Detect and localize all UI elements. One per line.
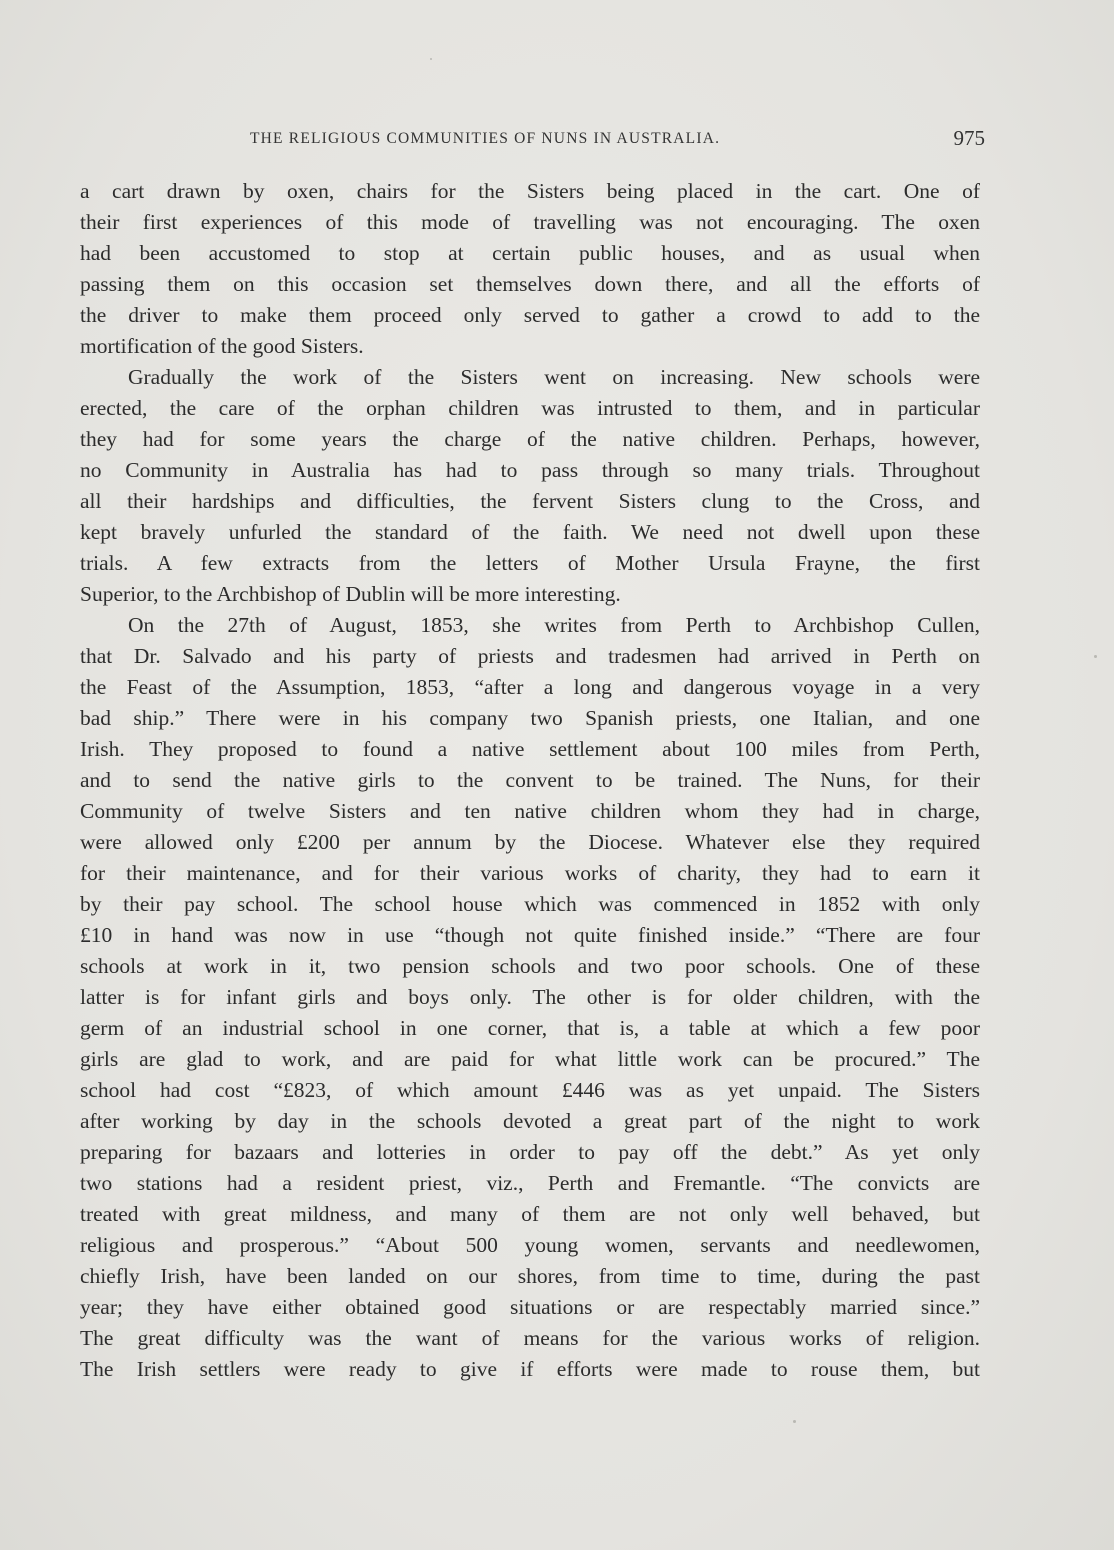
text-line: Community of twelve Sisters and ten native children whom they had in charge, (80, 799, 980, 823)
paragraph (80, 610, 980, 1385)
text-line: trials. A few extracts from the letters of Mother Ursula Frayne, the first (80, 551, 980, 575)
text-line: they had for some years the charge of the native children. Perhaps, however, (80, 427, 980, 451)
text-line: had been accustomed to stop at certain public houses, and as usual when (80, 241, 980, 265)
text-line: were allowed only £200 per annum by the Diocese. Whatever else they required (80, 830, 980, 854)
text-line: mortification of the good Sisters. (80, 334, 364, 358)
running-head (80, 126, 985, 156)
text-line: The Irish settlers were ready to give if efforts were made to rouse them, but (80, 1357, 980, 1381)
text-line: no Community in Australia has had to pass through so many trials. Throughout (80, 458, 980, 482)
text-line: Irish. They proposed to found a native settlement about 100 miles from Perth, (80, 737, 980, 761)
text-line: the driver to make them proceed only served to gather a crowd to add to the (80, 303, 980, 327)
text-line: school had cost “£823, of which amount £446 was as yet unpaid. The Sisters (80, 1078, 980, 1102)
text-line: passing them on this occasion set themselves down there, and all the efforts of (80, 272, 980, 296)
text-line: for their maintenance, and for their various works of charity, they had to earn it (80, 861, 980, 885)
running-title: THE RELIGIOUS COMMUNITIES OF NUNS IN AUSTRALIA. (250, 130, 721, 147)
text-line: Gradually the work of the Sisters went on increasing. New schools were (128, 365, 980, 389)
text-line: latter is for infant girls and boys only. The other is for older children, with the (80, 985, 980, 1009)
paper-speck (793, 1420, 796, 1423)
text-line: kept bravely unfurled the standard of the faith. We need not dwell upon these (80, 520, 980, 544)
text-line: On the 27th of August, 1853, she writes from Perth to Archbishop Cullen, (128, 613, 980, 637)
text-line: religious and prosperous.” “About 500 young women, servants and needlewomen, (80, 1233, 980, 1257)
text-line: the Feast of the Assumption, 1853, “after a long and dangerous voyage in a very (80, 675, 980, 699)
paper-speck (1094, 655, 1097, 658)
text-line: schools at work in it, two pension schools and two poor schools. One of these (80, 954, 980, 978)
text-line: after working by day in the schools devoted a great part of the night to work (80, 1109, 980, 1133)
text-line: and to send the native girls to the convent to be trained. The Nuns, for their (80, 768, 980, 792)
body-text (80, 176, 980, 1385)
text-line: a cart drawn by oxen, chairs for the Sisters being placed in the cart. One of (80, 179, 980, 203)
text-line: year; they have either obtained good situations or are respectably married since.” (80, 1295, 980, 1319)
text-line: Superior, to the Archbishop of Dublin will be more interesting. (80, 582, 621, 606)
page-number: 975 (953, 126, 985, 150)
paragraph (80, 362, 980, 610)
text-line: by their pay school. The school house which was commenced in 1852 with only (80, 892, 980, 916)
text-line: treated with great mildness, and many of them are not only well behaved, but (80, 1202, 980, 1226)
text-line: preparing for bazaars and lotteries in order to pay off the debt.” As yet only (80, 1140, 980, 1164)
paper-speck (430, 58, 432, 60)
paragraph (80, 176, 980, 362)
text-line: £10 in hand was now in use “though not quite finished inside.” “There are four (80, 923, 980, 947)
text-line: The great difficulty was the want of means for the various works of religion. (80, 1326, 980, 1350)
text-line: germ of an industrial school in one corner, that is, a table at which a few poor (80, 1016, 980, 1040)
text-line: erected, the care of the orphan children was intrusted to them, and in particular (80, 396, 980, 420)
text-line: bad ship.” There were in his company two Spanish priests, one Italian, and one (80, 706, 980, 730)
text-line: two stations had a resident priest, viz., Perth and Fremantle. “The convicts are (80, 1171, 980, 1195)
text-line: chiefly Irish, have been landed on our shores, from time to time, during the past (80, 1264, 980, 1288)
text-line: girls are glad to work, and are paid for what little work can be procured.” The (80, 1047, 980, 1071)
text-line: their first experiences of this mode of travelling was not encouraging. The oxen (80, 210, 980, 234)
text-line: all their hardships and difficulties, the fervent Sisters clung to the Cross, and (80, 489, 980, 513)
text-line: that Dr. Salvado and his party of priests and tradesmen had arrived in Perth on (80, 644, 980, 668)
